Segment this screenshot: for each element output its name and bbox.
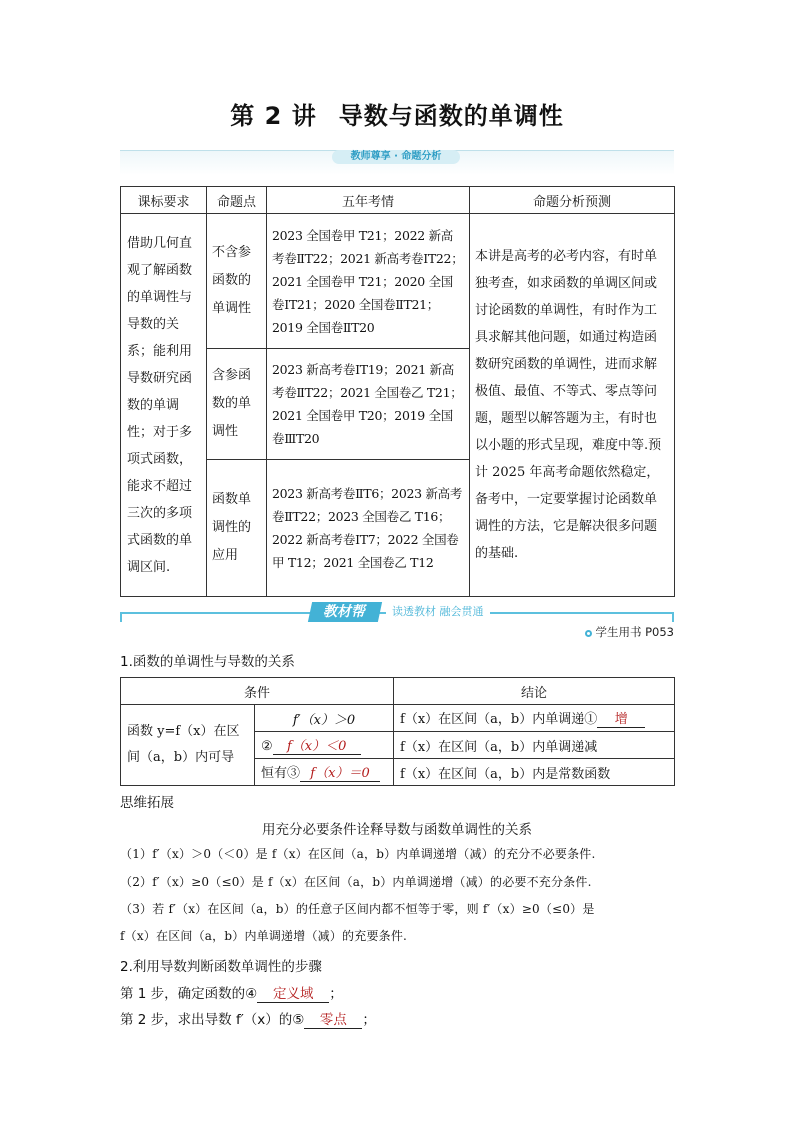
history-cell: 2023 全国卷甲 T21；2022 新高考卷ⅡT22；2021 新高考卷ⅠT22；2021 全国卷甲 T21；2020 全国卷ⅠT21；2020 全国卷ⅡT21；2019 全国卷ⅡT20 [267,214,470,349]
point-cell: 含参函数的单调性 [207,349,267,460]
conclusion-constant: f（x）在区间（a，b）内是常数函数 [394,759,675,786]
conclusion-decrease: f（x）在区间（a，b）内单调递减 [394,732,675,759]
analysis-cell: 本讲是高考的必考内容，有时单独考查，如求函数的单调区间或讨论函数的单调性，有时作为工具求解其他问题，如通过构造函数研究函数的单调性，进而求解极值、最值、不等式、零点等问题，题型以解答题为主，有时也以小题的形式呈现，难度中等.预计 2025 年高考命题依然稳定，备考中，一定要掌握讨论函数单调性的方法，它是解决很多问题的基础. [470,214,675,597]
teacher-banner [120,150,674,176]
blank-index: 恒有③ [261,766,301,781]
point-cell: 不含参函数的单调性 [207,214,267,349]
header-analysis: 命题分析预测 [470,187,675,214]
textbook-subtitle: 读透教材 融会贯通 [386,602,490,622]
lecture-number: 第 2 讲 [230,102,317,130]
header-conclusion: 结论 [394,678,675,705]
section-heading: 1.函数的单调性与导数的关系 [120,654,295,670]
extension-title: 思维拓展 [120,795,174,811]
step-text: 第 1 步，确定函数的④ [120,986,258,1002]
answer-blank: 定义域 [257,982,329,1003]
history-cell: 2023 新高考卷ⅡT6；2023 新高考卷ⅡT22；2023 全国卷乙 T16；2022 新高考卷ⅠT7；2022 全国卷甲 T12；2021 全国卷乙 T12 [267,460,470,597]
step-suffix: ； [329,986,343,1002]
extension-line: （3）若 f′（x）在区间（a，b）的任意子区间内都不恒等于零，则 f′（x）≥0（≤0）是 [120,902,595,916]
step-item [120,982,343,1003]
answer-blank: 零点 [304,1008,362,1029]
teacher-banner-label: 教师尊享 · 命题分析 [332,150,460,164]
bullet-icon [585,630,592,637]
condition-negative [255,732,394,759]
point-cell: 函数单调性的应用 [207,460,267,597]
history-cell: 2023 新高考卷ⅠT19；2021 新高考卷ⅡT22；2021 全国卷乙 T21；2021 全国卷甲 T20；2019 全国卷ⅢT20 [267,349,470,460]
page-title [0,96,794,131]
condition-text: f′（x）＞0 [292,712,356,728]
monotonicity-table [120,677,675,786]
ref-text: 学生用书 P053 [595,625,674,639]
condition-main: 函数 y=f（x）在区间（a，b）内可导 [121,705,255,786]
blank-index: ② [261,739,273,754]
header-history: 五年考情 [267,187,470,214]
condition-positive [255,705,394,732]
textbook-banner [120,600,674,626]
section-heading: 2.利用导数判断函数单调性的步骤 [120,959,322,975]
header-requirement: 课标要求 [121,187,207,214]
step-suffix: ； [362,1012,376,1028]
extension-line: （2）f′（x）≥0（≤0）是 f（x）在区间（a，b）内单调递增（减）的必要不充分条件. [120,875,592,889]
textbook-badge: 教材帮 [308,602,382,622]
table-row [121,214,675,349]
conclusion-text: f（x）在区间（a，b）内单调递① [400,712,598,727]
header-condition: 条件 [121,678,394,705]
table-header-row [121,187,675,214]
exam-analysis-table [120,186,675,597]
extension-line: f（x）在区间（a，b）内单调递增（减）的充要条件. [120,929,408,943]
answer-blank: f（x）＜0 [273,735,361,755]
conclusion-increase [394,705,675,732]
header-point: 命题点 [207,187,267,214]
condition-zero [255,759,394,786]
lecture-title: 导数与函数的单调性 [338,102,564,130]
step-item [120,1008,376,1029]
extension-subtitle: 用充分必要条件诠释导数与函数单调性的关系 [262,822,532,838]
answer-blank: 增 [597,708,645,728]
table-row [121,705,675,732]
curriculum-requirement: 借助几何直观了解函数的单调性与导数的关系；能利用导数研究函数的单调性；对于多项式函数，能求不超过三次的多项式函数的单调区间. [121,214,207,597]
banner-cap-right [662,612,674,622]
answer-blank: f（x）＝0 [300,762,380,782]
banner-cap-left [120,612,132,622]
extension-line: （1）f′（x）＞0（＜0）是 f（x）在区间（a，b）内单调递增（减）的充分不必要条件. [120,847,596,861]
table-header-row [121,678,675,705]
student-book-ref [585,624,674,640]
step-text: 第 2 步，求出导数 f′（x）的⑤ [120,1012,305,1028]
